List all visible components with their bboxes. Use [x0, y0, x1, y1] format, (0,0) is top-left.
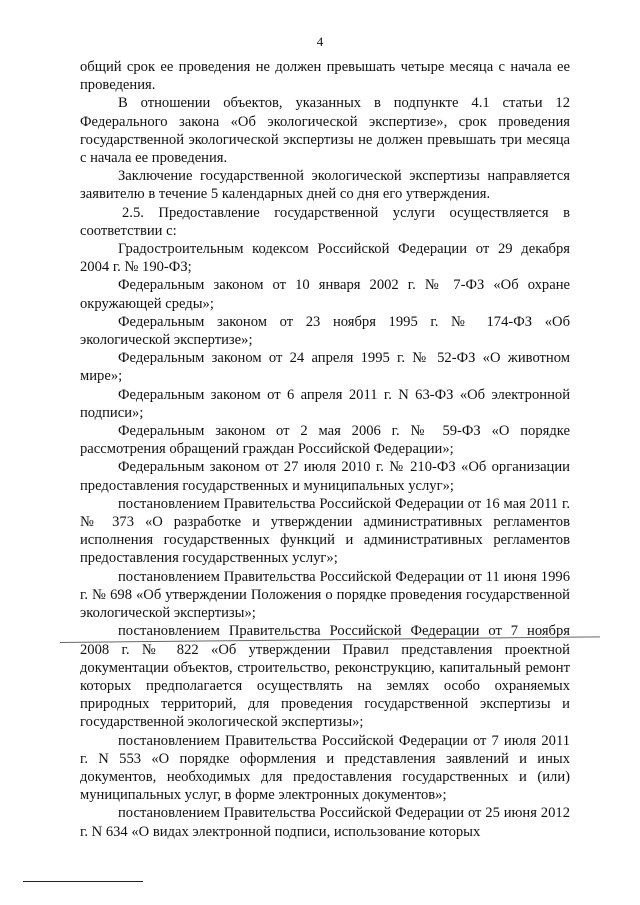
page-number: 4 — [316, 34, 324, 49]
footnote-rule — [23, 881, 143, 882]
legal-ref-174-fz: Федеральным законом от 23 ноября 1995 г. № 174-ФЗ «Об экологической экспертизе»; — [80, 313, 570, 349]
body-text — [80, 58, 570, 841]
legal-ref-52-fz: Федеральным законом от 24 апреля 1995 г. № 52-ФЗ «О животном мире»; — [80, 350, 570, 385]
legal-ref-210-fz: Федеральным законом от 27 июля 2010 г. № 210-ФЗ «Об организации предоставления государственных и муниципальных услуг»; — [80, 459, 570, 494]
paragraph-conclusion: Заключение государственной экологической экспертизы направляется заявителю в течение 5 календарных дней со дня его утверждения. — [80, 168, 570, 203]
paragraph-article-12: В отношении объектов, указанных в подпункте 4.1 статьи 12 Федерального закона «Об экологической экспертизе», срок проведения государственной экологической экспертизы не должен превышать три месяца с начала ее проведения. — [80, 95, 570, 167]
legal-ref-decree-822: постановлением Правительства Российской Федерации от 7 ноября 2008 г. № 822 «Об утверждении Правил представления проектной документации объектов, строительство, реконструкцию, капитальный ремонт которых предполагается осуществлять на землях особо охраняемых природных территорий, для проведения государственной экспертизы и государственной экологической экспертизы»; — [80, 623, 570, 731]
legal-ref-decree-373: постановлением Правительства Российской Федерации от 16 мая 2011 г. № 373 «О разработке и утверждении административных регламентов исполнения государственных функций и административных регламентов предоставления государственных услуг»; — [80, 495, 570, 567]
legal-ref-7-fz: Федеральным законом от 10 января 2002 г. № 7-ФЗ «Об охране окружающей среды»; — [80, 277, 570, 312]
legal-ref-decree-553: постановлением Правительства Российской Федерации от 7 июля 2011 г. N 553 «О порядке оформления и представления заявлений и иных документов, необходимых для предоставления государственных и (или) муниципальных услуг, в форме электронных документов»; — [80, 732, 570, 804]
legal-ref-urban-code: Градостроительным кодексом Российской Федерации от 29 декабря 2004 г. № 190-ФЗ; — [80, 241, 570, 276]
legal-ref-63-fz: Федеральным законом от 6 апреля 2011 г. N 63-ФЗ «Об электронной подписи»; — [80, 386, 570, 421]
legal-ref-decree-698: постановлением Правительства Российской Федерации от 11 июня 1996 г. № 698 «Об утверждении Положения о порядке проведения государственной экологической экспертизы»; — [80, 568, 570, 622]
paragraph-exam-duration: общий срок ее проведения не должен превышать четыре месяца с начала ее проведения. — [80, 59, 570, 94]
legal-ref-59-fz: Федеральным законом от 2 мая 2006 г. № 59-ФЗ «О порядке рассмотрения обращений граждан Российской Федерации»; — [80, 423, 570, 458]
legal-ref-decree-634: постановлением Правительства Российской Федерации от 25 июня 2012 г. N 634 «О видах электронной подписи, использование которых — [80, 805, 570, 840]
paragraph-section-2-5: 2.5. Предоставление государственной услуги осуществляется в соответствии с: — [80, 204, 570, 239]
